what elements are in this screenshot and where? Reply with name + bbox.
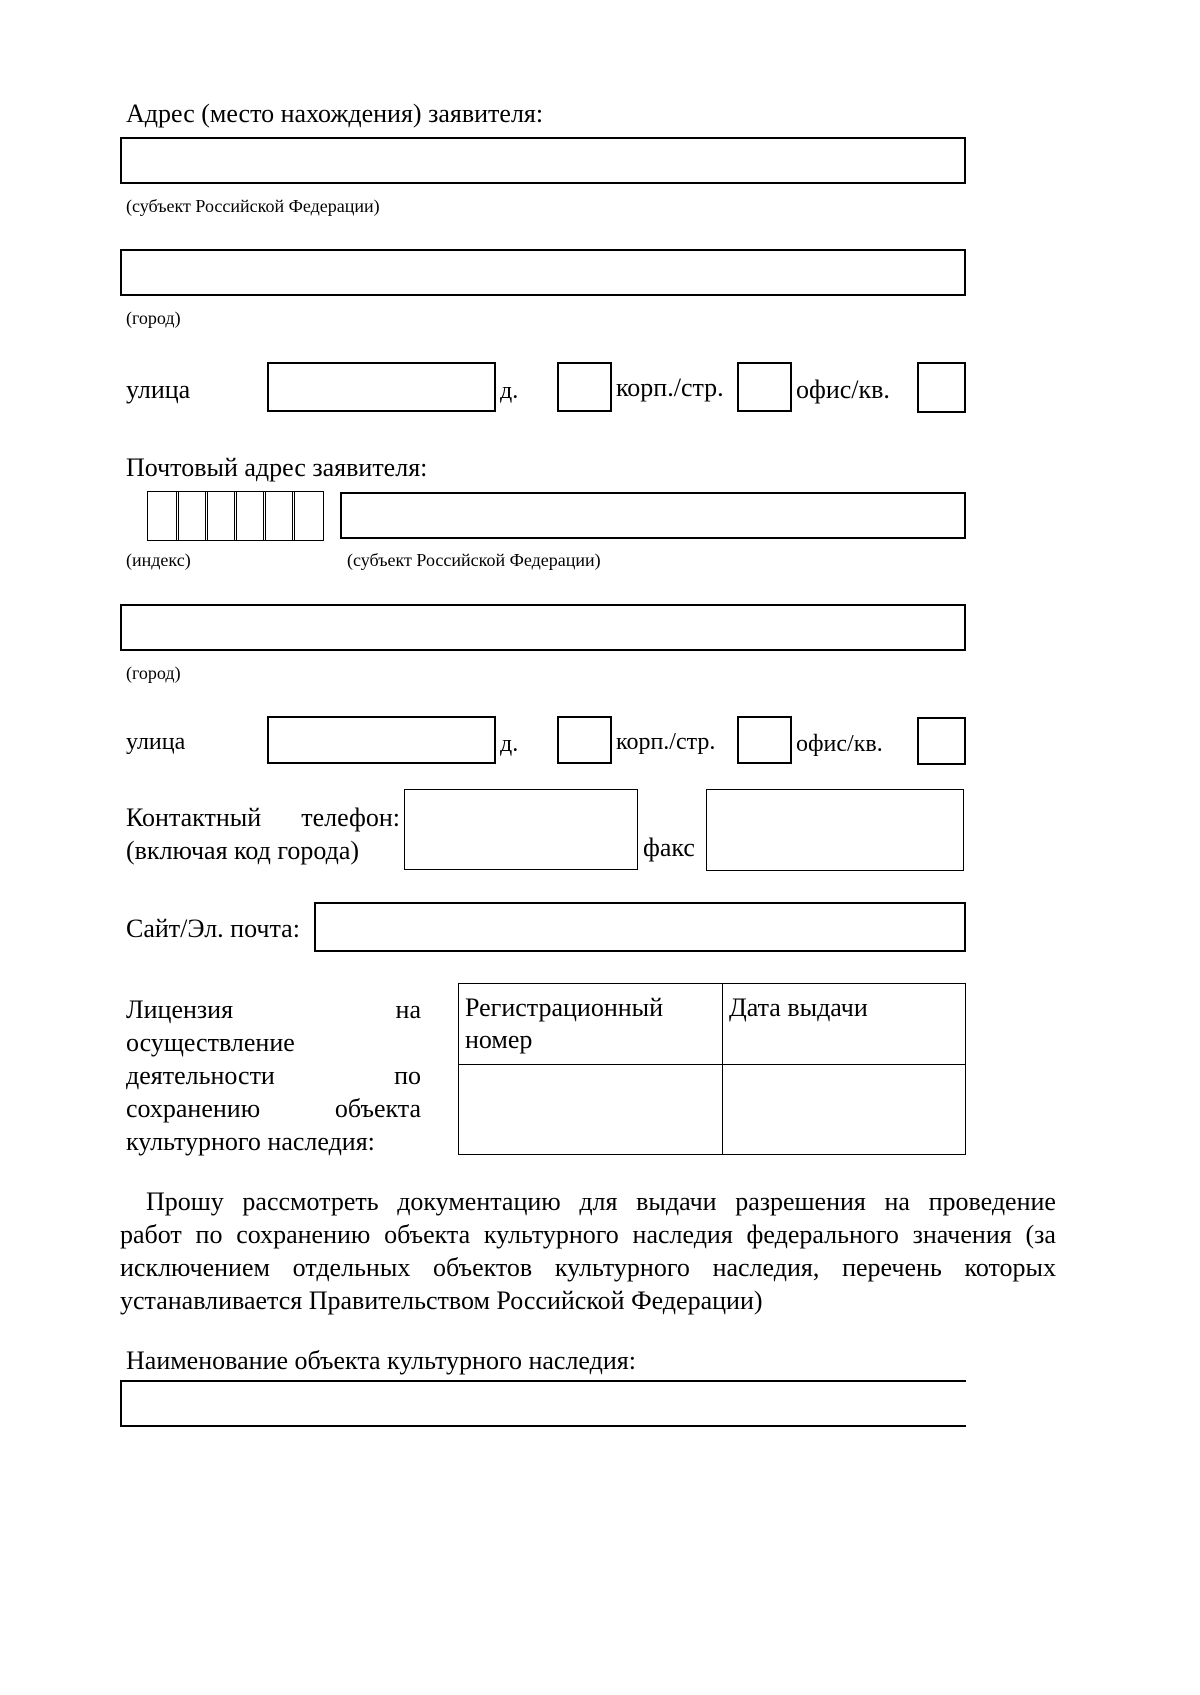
postal-city-caption: (город): [126, 663, 181, 683]
legal-subject-field[interactable]: [120, 137, 966, 184]
phone-field[interactable]: [404, 789, 638, 870]
legal-house-field[interactable]: [557, 362, 612, 412]
site-email-label: Сайт/Эл. почта:: [126, 914, 300, 943]
license-issue-date-cell[interactable]: [723, 1065, 966, 1155]
phone-label-word2: телефон:: [301, 803, 400, 832]
license-reg-number-header: Регистрационный номер: [459, 984, 723, 1065]
legal-house-label: д.: [500, 378, 519, 404]
postal-city-field[interactable]: [120, 604, 966, 651]
request-paragraph: Прошу рассмотреть документацию для выдачи разрешения на проведение работ по сохранению объекта культурного наследия федерального значения (за исключением отдельных объектов культурного наследия, перечень которых устанавливается Правительством Российской Федерации): [120, 1187, 1056, 1315]
fax-field[interactable]: [706, 789, 964, 871]
postal-address-heading: Почтовый адрес заявителя:: [126, 453, 428, 482]
phone-label: [126, 801, 400, 867]
license-label: Лицензия на осуществление деятельности по сохранению объекта культурного наследия:: [126, 995, 421, 1156]
postal-index-caption: (индекс): [126, 550, 191, 570]
postal-street-label: улица: [126, 729, 186, 755]
postal-subject-caption: (субъект Российской Федерации): [347, 550, 601, 570]
postal-subject-field[interactable]: [340, 492, 966, 539]
legal-city-field[interactable]: [120, 249, 966, 296]
phone-label-word1: Контактный: [126, 803, 262, 832]
license-table: [458, 983, 966, 1155]
postal-building-label: корп./стр.: [616, 729, 716, 755]
site-email-field[interactable]: [314, 902, 966, 952]
postal-house-field[interactable]: [557, 716, 612, 764]
legal-street-field[interactable]: [267, 362, 496, 412]
postal-street-field[interactable]: [267, 716, 496, 764]
postal-index-field[interactable]: [147, 491, 325, 541]
legal-building-label: корп./стр.: [616, 373, 724, 402]
phone-label-line2: (включая код города): [126, 836, 360, 865]
legal-building-field[interactable]: [737, 362, 792, 412]
license-issue-date-header: Дата выдачи: [723, 984, 966, 1065]
legal-office-label: офис/кв.: [796, 375, 890, 404]
postal-office-field[interactable]: [917, 717, 966, 765]
postal-office-label: офис/кв.: [796, 731, 883, 757]
object-name-field[interactable]: [120, 1380, 966, 1427]
legal-street-label: улица: [126, 375, 191, 404]
postal-house-label: д.: [500, 731, 519, 757]
postal-building-field[interactable]: [737, 716, 792, 764]
object-name-heading: Наименование объекта культурного наследия:: [126, 1346, 636, 1375]
legal-address-heading: Адрес (место нахождения) заявителя:: [126, 99, 544, 128]
license-reg-number-cell[interactable]: [459, 1065, 723, 1155]
legal-subject-caption: (субъект Российской Федерации): [126, 196, 380, 216]
fax-label: факс: [643, 833, 695, 862]
legal-city-caption: (город): [126, 308, 181, 328]
legal-office-field[interactable]: [917, 362, 966, 413]
